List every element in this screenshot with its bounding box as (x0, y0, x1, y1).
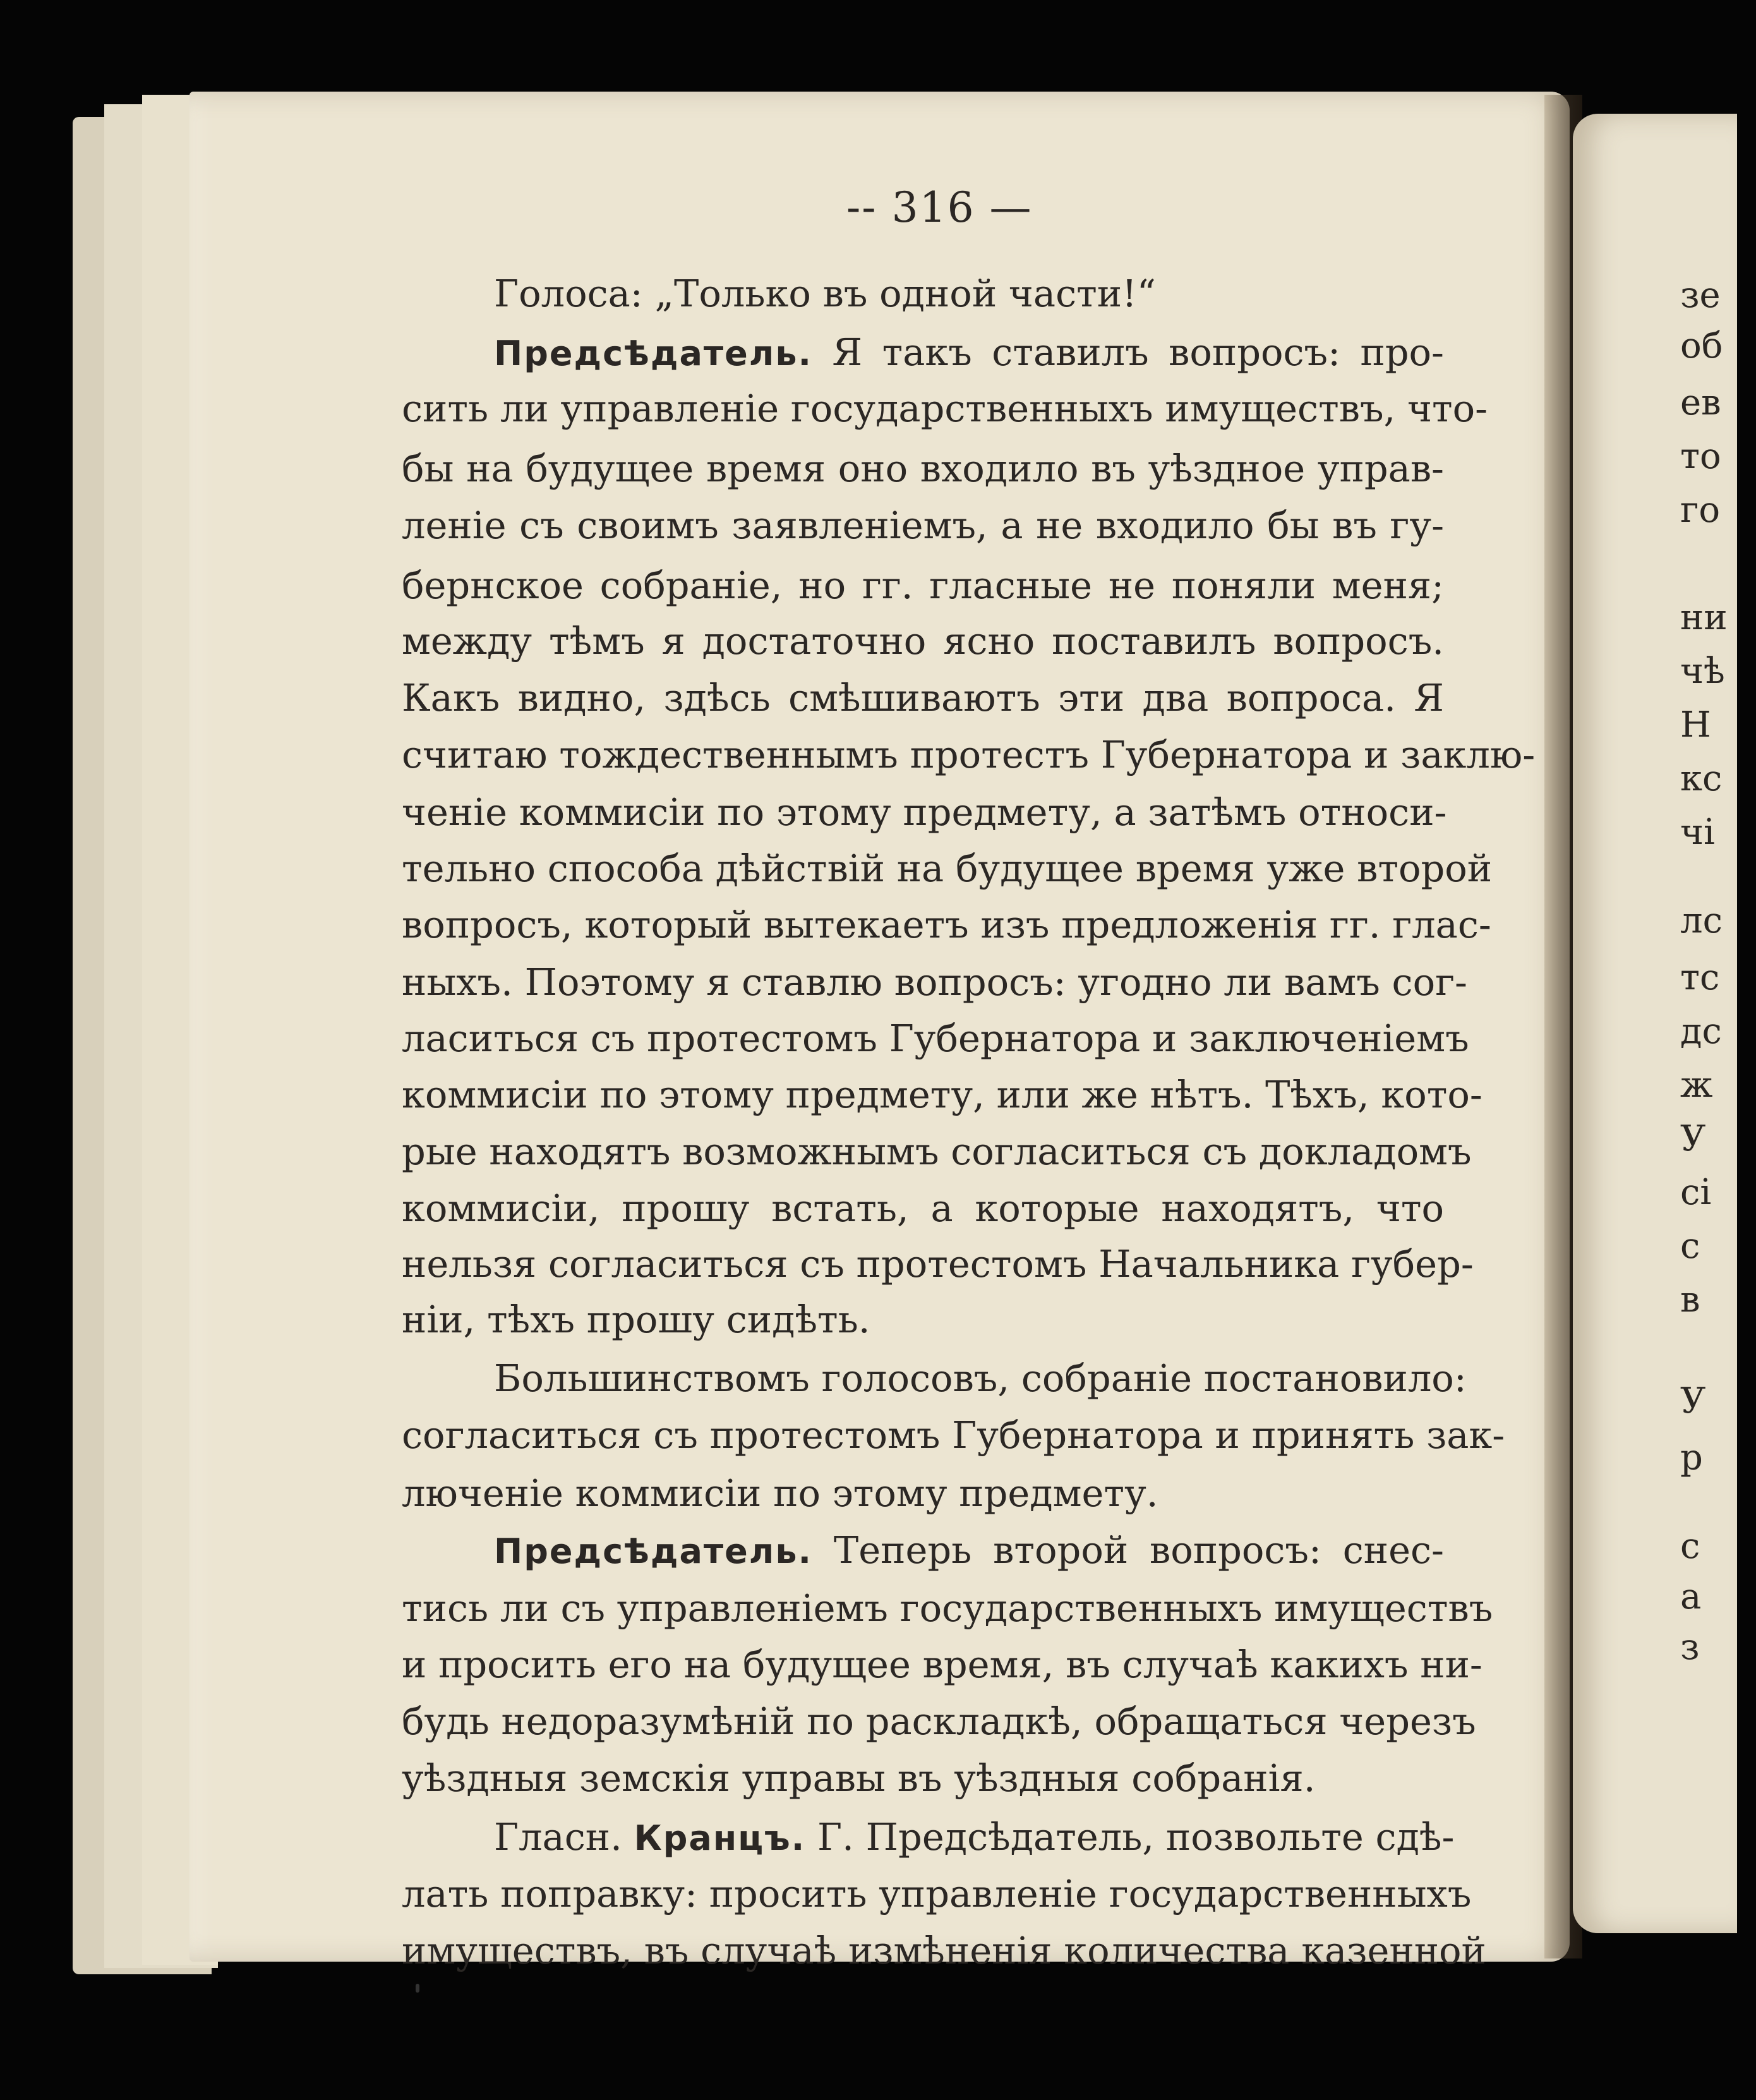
right-page-fragment: дс (1680, 1011, 1722, 1052)
text-line (402, 1298, 1444, 1341)
text-line (402, 1699, 1476, 1743)
text-line (402, 619, 1444, 663)
right-page-fragment: чі (1680, 812, 1715, 853)
line-text: коммисіи по этому предмету, или же нѣтъ. Тѣхъ, кото- (402, 1073, 1482, 1116)
text-line (402, 1643, 1482, 1686)
ink-mark (416, 1984, 419, 1993)
text-line (494, 1528, 1444, 1572)
right-page-fragment: зе (1680, 275, 1721, 316)
text-line (402, 1471, 1444, 1515)
line-text: люченіе коммисіи по этому предмету. (402, 1471, 1158, 1515)
text-line (402, 1242, 1474, 1286)
right-page-fragment: с (1680, 1226, 1700, 1267)
text-line (402, 1186, 1444, 1230)
text-line (402, 847, 1493, 890)
right-page-fragment: Н (1680, 704, 1711, 745)
right-page-fragment: ни (1680, 597, 1728, 638)
line-text: Голоса: „Только въ одной части!“ (494, 272, 1156, 315)
right-page-fragment: тс (1680, 957, 1720, 998)
line-text: ласиться съ протестомъ Губернатора и заключеніемъ (402, 1017, 1469, 1060)
speaker-name: Предсѣдатель. (494, 334, 813, 373)
line-text: ченіе коммисіи по этому предмету, а затѣмъ относи- (402, 790, 1447, 834)
line-text: ніи, тѣхъ прошу сидѣть. (402, 1298, 870, 1341)
text-line (402, 1413, 1505, 1457)
text-line (402, 960, 1467, 1004)
text-line (402, 1756, 1444, 1800)
text-line (494, 1356, 1467, 1400)
right-page-fragment: го (1680, 490, 1721, 531)
line-text: тись ли съ управленіемъ государственныхъ имуществъ (402, 1586, 1493, 1630)
line-text: бы на будущее время оно входило въ уѣздное управ- (402, 447, 1444, 490)
right-page-fragment: У (1680, 1380, 1706, 1421)
right-page-fragment: то (1680, 436, 1721, 477)
right-page-fragment: У (1680, 1118, 1706, 1159)
text-line (402, 733, 1536, 776)
text-line (494, 330, 1444, 374)
right-page-fragment: сі (1680, 1172, 1712, 1213)
text-line (402, 1586, 1493, 1630)
text-line (402, 1017, 1469, 1060)
page-number: -- 316 — (846, 183, 1033, 232)
line-text: Большинствомъ голосовъ, собраніе постановило: (494, 1356, 1467, 1400)
right-page-fragment: кс (1680, 758, 1723, 799)
line-text: леніе съ своимъ заявленіемъ, а не входило бы въ гу- (402, 504, 1444, 547)
right-page-fragment: р (1680, 1437, 1703, 1478)
line-text: вопросъ, который вытекаетъ изъ предложенія гг. глас- (402, 903, 1491, 946)
text-line (402, 1929, 1486, 1972)
line-text: рые находятъ возможнымъ согласиться съ докладомъ (402, 1130, 1472, 1173)
right-page-fragment: в (1680, 1279, 1700, 1320)
text-line (494, 272, 1315, 315)
right-page-fragment: а (1680, 1576, 1702, 1617)
text-line (402, 564, 1444, 607)
line-text: нельзя согласиться съ протестомъ Начальника губер- (402, 1242, 1474, 1286)
line-text: коммисіи, прошу встать, а которые находятъ, что (402, 1186, 1444, 1230)
text-line (402, 504, 1444, 547)
speaker-role: Гласн. (494, 1815, 634, 1859)
line-text: Я такъ ставилъ вопросъ: про- (812, 330, 1444, 374)
speaker-name: Предсѣдатель. (494, 1531, 813, 1571)
text-line (402, 1872, 1472, 1916)
line-text: и просить его на будущее время, въ случаѣ какихъ ни- (402, 1643, 1482, 1686)
line-text: ныхъ. Поэтому я ставлю вопросъ: угодно ли вамъ сог- (402, 960, 1467, 1004)
right-page-fragment: об (1680, 325, 1723, 366)
text-line (402, 447, 1444, 490)
line-text: между тѣмъ я достаточно ясно поставилъ вопросъ. (402, 619, 1444, 663)
text-line (494, 1815, 1455, 1859)
text-line (402, 790, 1447, 834)
right-page-fragment: лс (1680, 900, 1723, 941)
line-text: считаю тождественнымъ протестъ Губернатора и заклю- (402, 733, 1536, 776)
speaker-name: Кранцъ. (634, 1818, 806, 1858)
line-text: согласиться съ протестомъ Губернатора и принять зак- (402, 1413, 1505, 1457)
text-line (402, 387, 1488, 430)
right-page-fragment: ев (1680, 382, 1721, 423)
line-text: Теперь второй вопросъ: снес- (812, 1528, 1444, 1572)
line-text: лать поправку: просить управленіе государственныхъ (402, 1872, 1472, 1916)
line-text: сить ли управленіе государственныхъ имуществъ, что- (402, 387, 1488, 430)
text-line (402, 676, 1444, 720)
line-text: будь недоразумѣній по раскладкѣ, обращаться черезъ (402, 1699, 1476, 1743)
right-page-fragment: ж (1680, 1065, 1713, 1106)
line-text: Г. Предсѣдатель, позвольте сдѣ- (805, 1815, 1455, 1859)
text-line (402, 1130, 1472, 1173)
right-page-fragment: чѣ (1680, 651, 1725, 692)
line-text: тельно способа дѣйствій на будущее время уже второй (402, 847, 1493, 890)
line-text: уѣздныя земскія управы въ уѣздныя собранія. (402, 1756, 1316, 1800)
line-text: имуществъ, въ случаѣ измѣненія количества казенной (402, 1929, 1486, 1972)
text-line (402, 903, 1491, 946)
right-page-fragment: з (1680, 1627, 1700, 1668)
line-text: бернское собраніе, но гг. гласные не поняли меня; (402, 564, 1444, 607)
right-page-fragment: с (1680, 1526, 1700, 1567)
line-text: Какъ видно, здѣсь смѣшиваютъ эти два вопроса. Я (402, 676, 1444, 720)
text-line (402, 1073, 1482, 1116)
